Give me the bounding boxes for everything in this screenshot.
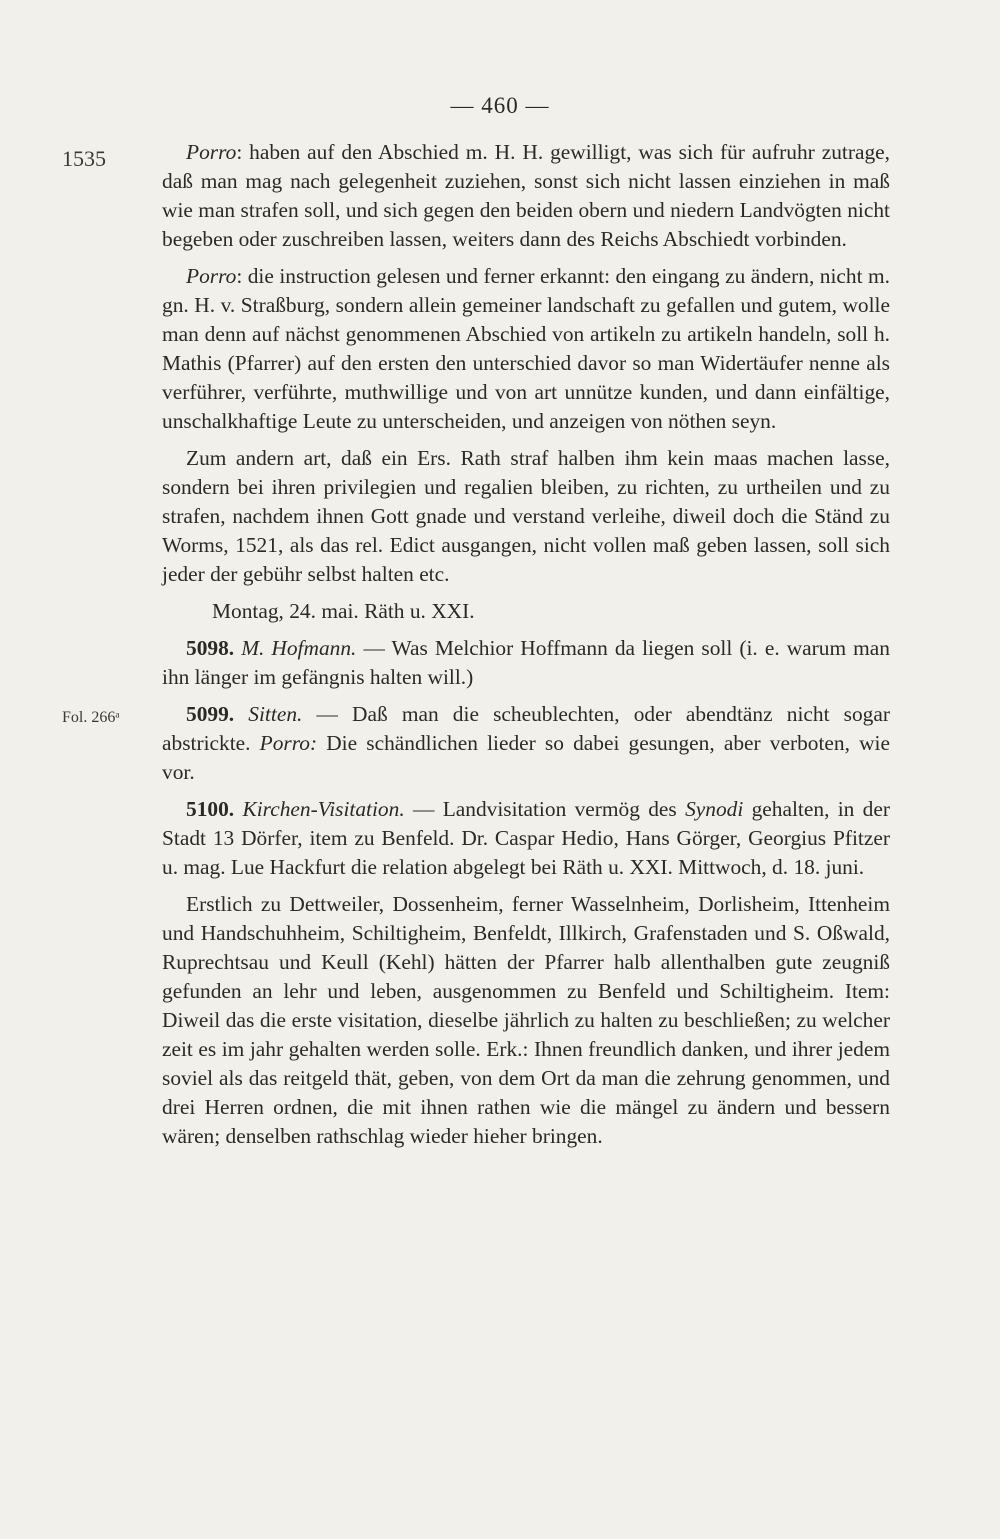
entry-5098-number: 5098.	[186, 636, 235, 660]
paragraph-2-text: : die instruction gelesen und ferner erkannt: den eingang zu ändern, nicht m. gn. H. v. Straßburg, sondern allein gemeiner landschaft zu gefallen und gutem, wolle man denn auf nächst genommenen Abschied von artikeln zu artikeln handeln, soll h. Mathis (Pfarrer) auf den ersten den unterschied davor so man Widertäufer nenne als verführer, verführte, muthwillige und von art unnütze kunden, und dann einfältige, unschalkhaftige Leute zu unterscheiden, und anzeigen von nöthen seyn.	[162, 264, 890, 433]
entry-5099-number: 5099.	[186, 702, 235, 726]
entry-5099-heading: Sitten.	[248, 702, 303, 726]
margin-year: 1535	[62, 146, 106, 171]
paragraph-1-text: : haben auf den Abschied m. H. H. gewilligt, was sich für aufruhr zutrage, daß man mag nach gelegenheit zuziehen, sonst sich nicht lassen einziehen in maß wie man strafen soll, und sich gegen den beiden obern und niedern Landvögten nicht begeben oder zuschreiben lassen, weiters dann des Reichs Abschiedt vorbinden.	[162, 140, 890, 251]
paragraph-1	[162, 138, 890, 254]
entry-5100-text-2: gehalten, in der Stadt 13 Dörfer, item zu Benfeld. Dr. Caspar Hedio, Hans Görger, Georgius Pfitzer u. mag. Lue Hackfurt die relation abgelegt bei Räth u. XXI. Mittwoch, d. 18. juni.	[162, 797, 890, 879]
paragraph-2-lead: Porro	[186, 264, 237, 288]
paragraph-last: Erstlich zu Dettweiler, Dossenheim, ferner Wasselnheim, Dorlisheim, Ittenheim und Handschuhheim, Schiltigheim, Benfeldt, Illkirch, Grafenstaden und S. Oßwald, Ruprechtsau und Keull (Kehl) hätten der Pfarrer halb allenthalben gute zeugniß gefunden an lehr und leben, ausgenommen zu Benfeld und Schiltigheim. Item: Diweil das die erste visitation, dieselbe jährlich zu halten zu beschließen; zu welcher zeit es im jahr gehalten werden solle. Erk.: Ihnen freundlich danken, und ihrer jedem soviel als das reitgeld thät, geben, von dem Ort da man die zehrung genommen, und drei Herren ordnen, die mit ihnen rathen wie die mängel zu ändern und bessern wären; denselben rathschlag wieder hieher bringen.	[162, 892, 890, 1148]
paragraph-3: Zum andern art, daß ein Ers. Rath straf halben ihm kein maas machen lasse, sondern bei ihren privilegien und regalien bleiben, zu richten, zu urtheilen und zu strafen, nachdem ihnen Gott gnade und verstand verleihe, diweil doch die Ständ zu Worms, 1521, als das rel. Edict ausgangen, nicht vollen maß geben lassen, soll sich jeder der gebühr selbst halten etc.	[162, 446, 890, 586]
margin-folio: Fol. 266ᵃ	[62, 709, 120, 726]
entry-5098-text: — Was Melchior Hoffmann da liegen soll (i. e. warum man ihn länger im gefängnis halten will.)	[162, 636, 890, 689]
paragraph-1-lead: Porro	[186, 140, 237, 164]
date-line: Montag, 24. mai. Räth u. XXI.	[212, 599, 475, 623]
entry-5100	[162, 795, 890, 882]
entry-5100-number: 5100.	[186, 797, 235, 821]
entry-5100-synodi: Synodi	[685, 797, 744, 821]
entry-5099-text-1: — Daß man die scheublechten, oder abendtänz nicht sogar abstrickte.	[162, 702, 890, 755]
page-number: — 460 —	[450, 93, 550, 118]
entry-5099	[162, 700, 890, 787]
paragraph-2	[162, 262, 890, 436]
entry-5098-heading: M. Hofmann.	[241, 636, 357, 660]
body-text	[162, 138, 890, 1159]
entry-5100-heading: Kirchen-Visitation.	[242, 797, 405, 821]
entry-5099-text-2: Die schändlichen lieder so dabei gesungen, aber verboten, wie vor.	[162, 731, 890, 784]
entry-5099-lead-2: Porro:	[259, 731, 318, 755]
entry-5100-text-1: — Landvisitation vermög des	[404, 797, 686, 821]
entry-5098	[162, 634, 890, 692]
